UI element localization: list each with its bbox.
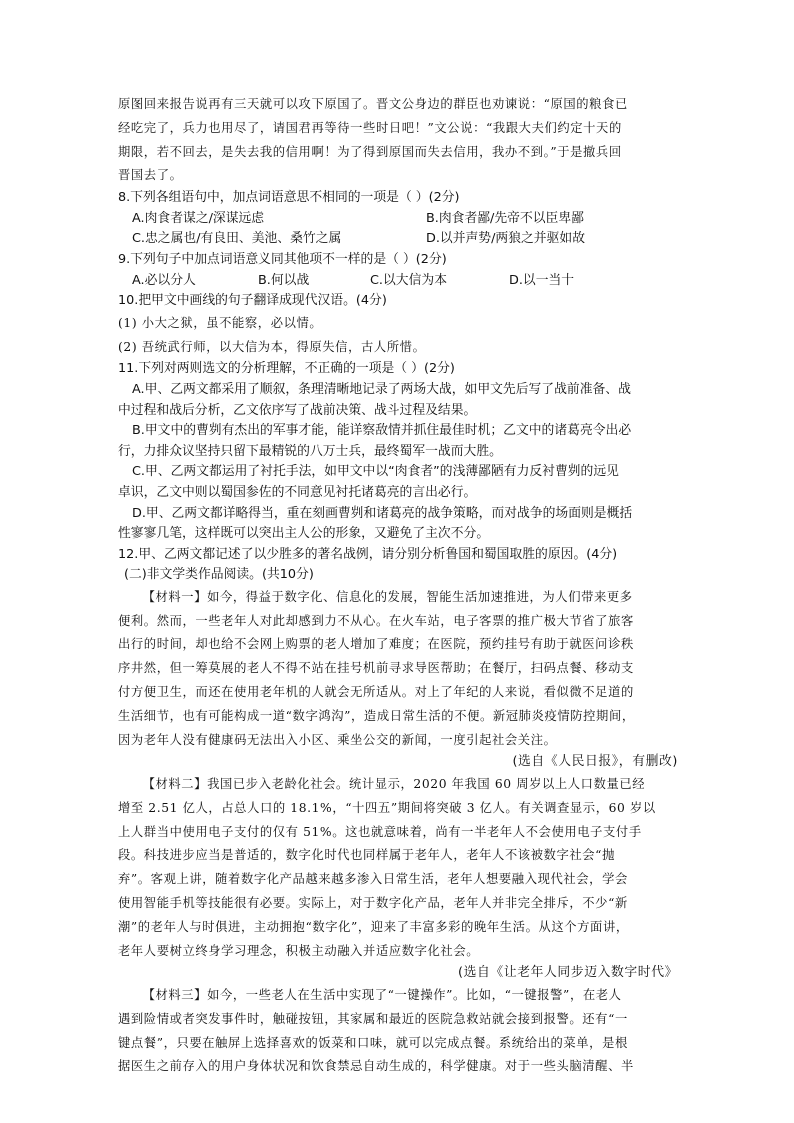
translation-item-1: (1) 小大之狱，虽不能察，必以情。 (118, 315, 323, 330)
option-c: C.以大信为本 (370, 272, 447, 288)
question-9 (118, 250, 678, 291)
question-stem: 10.把甲文中画线的句子翻译成现代汉语。(4分) (118, 293, 387, 309)
option-line: 行，力排众议坚持只留下最精锐的八万士兵，最终蜀军一战而大胜。 (118, 443, 502, 459)
material-3 (118, 984, 678, 1079)
text-line: 出行的时间，却也给不会网上购票的老人增加了难度；在医院，预约挂号有助于就医问诊秩 (118, 637, 634, 652)
section-heading: (二)非文学类作品阅读。(共10分) (124, 567, 314, 583)
text-line: 老年人要树立终身学习理念，积极主动融入并适应数字化社会。 (118, 943, 480, 958)
option-a (118, 380, 678, 421)
text-line: 潮”的老年人与时俱进，主动拥抱“数字化”，迎来了丰富多彩的晚年生活。从这个方面讲， (118, 919, 629, 934)
option-b: B.何以战 (258, 272, 310, 288)
text-line: 据医生之前存入的用户身体状况和饮食禁忌自动生成的，科学健康。对于一些头脑清醒、半 (118, 1059, 634, 1074)
option-a: A.必以分人 (132, 272, 196, 288)
text-line: 增至 2.51 亿人，占总人口的 18.1%，“十四五”期间将突破 3 亿人。有关调查显示，60 岁以 (118, 800, 656, 815)
option-line: D.甲、乙两文都详略得当，重在刻画曹刿和诸葛亮的战争策略，而对战争的场面则是概括 (132, 505, 633, 521)
source-note: (选自《让老年人同步迈入数字时代》 (458, 965, 678, 981)
text-line: 【材料二】我国已步入老龄化社会。统计显示，2020 年我国 60 周岁以上人口数量已经 (142, 777, 646, 792)
passage-translation-end (118, 93, 678, 188)
option-d (118, 504, 678, 545)
question-stem: 12.甲、乙两文都记述了以少胜多的著名战例，请分别分析鲁国和蜀国取胜的原因。(4分) (118, 546, 618, 562)
text-line: 使用智能手机等技能很有必要。实际上，对于数字化产品，老年人并非完全排斥，不少“新 (118, 896, 628, 911)
text-line: 原图回来报告说再有三天就可以攻下原国了。晋文公身边的群臣也劝谏说：“原国的粮食已 (118, 97, 628, 111)
text-line: 便利。然而，一些老年人对此却感到力不从心。在火车站，电子客票的推广极大节省了旅客 (118, 613, 634, 628)
source-note: (选自《人民日报》，有删改) (512, 754, 678, 770)
option-c: C.忠之属也/有良田、美池、桑竹之属 (132, 231, 342, 247)
option-line: 中过程和战后分析，乙文依序写了战前决策、战斗过程及结果。 (118, 402, 477, 418)
option-line: C.甲、乙两文都运用了衬托手法，如甲文中以“肉食者”的浅薄鄙陋有力反衬曹刿的远见 (132, 464, 619, 480)
text-line: 晋国去了。 (118, 168, 183, 183)
material-2 (118, 773, 678, 984)
text-line: 键点餐”，只要在触屏上选择喜欢的饭菜和口味，就可以完成点餐。系统给出的菜单，是根 (118, 1035, 628, 1050)
text-line: 弃”。客观上讲，随着数字化产品越来越多渗入日常生活，老年人想要融入现代社会，学会 (118, 872, 628, 887)
text-line: 经吃完了，兵力也用尽了，请国君再等待一些时日吧！”文公说：“我跟大夫们约定十天的 (118, 120, 622, 135)
text-line: 因为老年人没有健康码无法出入小区、乘坐公交的新闻，一度引起社会关注。 (118, 732, 557, 747)
question-12 (118, 545, 678, 566)
option-b (118, 421, 678, 462)
text-line: 付方便卫生，而还在使用老年机的人就会无所适从。对上了年纪的人来说，看似微不足道的 (118, 685, 634, 700)
option-row (118, 209, 678, 230)
option-line: B.甲文中的曹刿有杰出的军事才能，能详察敌情并抓住最佳时机；乙文中的诸葛亮令出必 (132, 423, 632, 439)
translation-item-2: (2) 吾统武行师，以大信为本，得原失信，古人所惜。 (118, 339, 426, 354)
text-line: 生活细节，也有可能构成一道“数字鸿沟”，造成日常生活的不便。新冠肺炎疫情防控期间， (118, 708, 635, 723)
question-11 (118, 359, 678, 544)
question-stem: 9.下列句子中加点词语意义同其他项不一样的是（ ）(2分) (118, 251, 447, 267)
text-line: 段。科技进步应当是普适的，数字化时代也同样属于老年人，老年人不该被数字社会“抛 (118, 848, 615, 863)
question-stem: 11.下列对两则选文的分析理解，不正确的一项是（ ）(2分) (118, 361, 455, 377)
material-1 (118, 586, 678, 773)
option-line: 性寥寥几笔，这样既可以突出主人公的形象，又避免了主次不分。 (118, 526, 490, 542)
option-row (118, 229, 678, 250)
option-d: D.以并声势/两狼之并驱如故 (426, 231, 585, 247)
question-10 (118, 291, 678, 359)
option-row (118, 271, 678, 292)
text-line: 【材料一】如今，得益于数字化、信息化的发展，智能生活加速推进，为人们带来更多 (142, 589, 633, 604)
option-d: D.以一当十 (509, 272, 575, 288)
text-line: 期限，若不回去，是失去我的信用啊！为了得到原国而失去信用，我办不到。”于是撤兵回 (118, 144, 622, 159)
text-line: 序井然，但一筹莫展的老人不得不站在挂号机前寻求导医帮助；在餐厅，扫码点餐、移动支 (118, 661, 634, 676)
exam-page (118, 93, 678, 1079)
text-line: 遇到险情或者突发事件时，触碰按钮，其家属和最近的医院急救站就会接到报警。还有“一 (118, 1011, 628, 1026)
option-line: 卓识，乙文中则以蜀国参佐的不同意见衬托诸葛亮的言出必行。 (118, 484, 477, 500)
text-line: 【材料三】如今，一些老人在生活中实现了“一键操作”。比如，“一键报警”，在老人 (142, 988, 622, 1003)
option-c (118, 462, 678, 503)
option-a: A.肉食者谋之/深谋远虑 (132, 210, 265, 226)
text-line: 上人群当中使用电子支付的仅有 51%。这也就意味着，尚有一半老年人不会使用电子支付手 (118, 824, 642, 839)
question-stem: 8.下列各组语句中，加点词语意思不相同的一项是（ ）(2分) (118, 190, 460, 206)
question-8 (118, 188, 678, 250)
option-line: A.甲、乙两文都采用了顺叙，条理清晰地记录了两场大战，如甲文先后写了战前准备、战 (132, 381, 631, 397)
option-b: B.肉食者鄙/先帝不以臣卑鄙 (426, 210, 584, 226)
